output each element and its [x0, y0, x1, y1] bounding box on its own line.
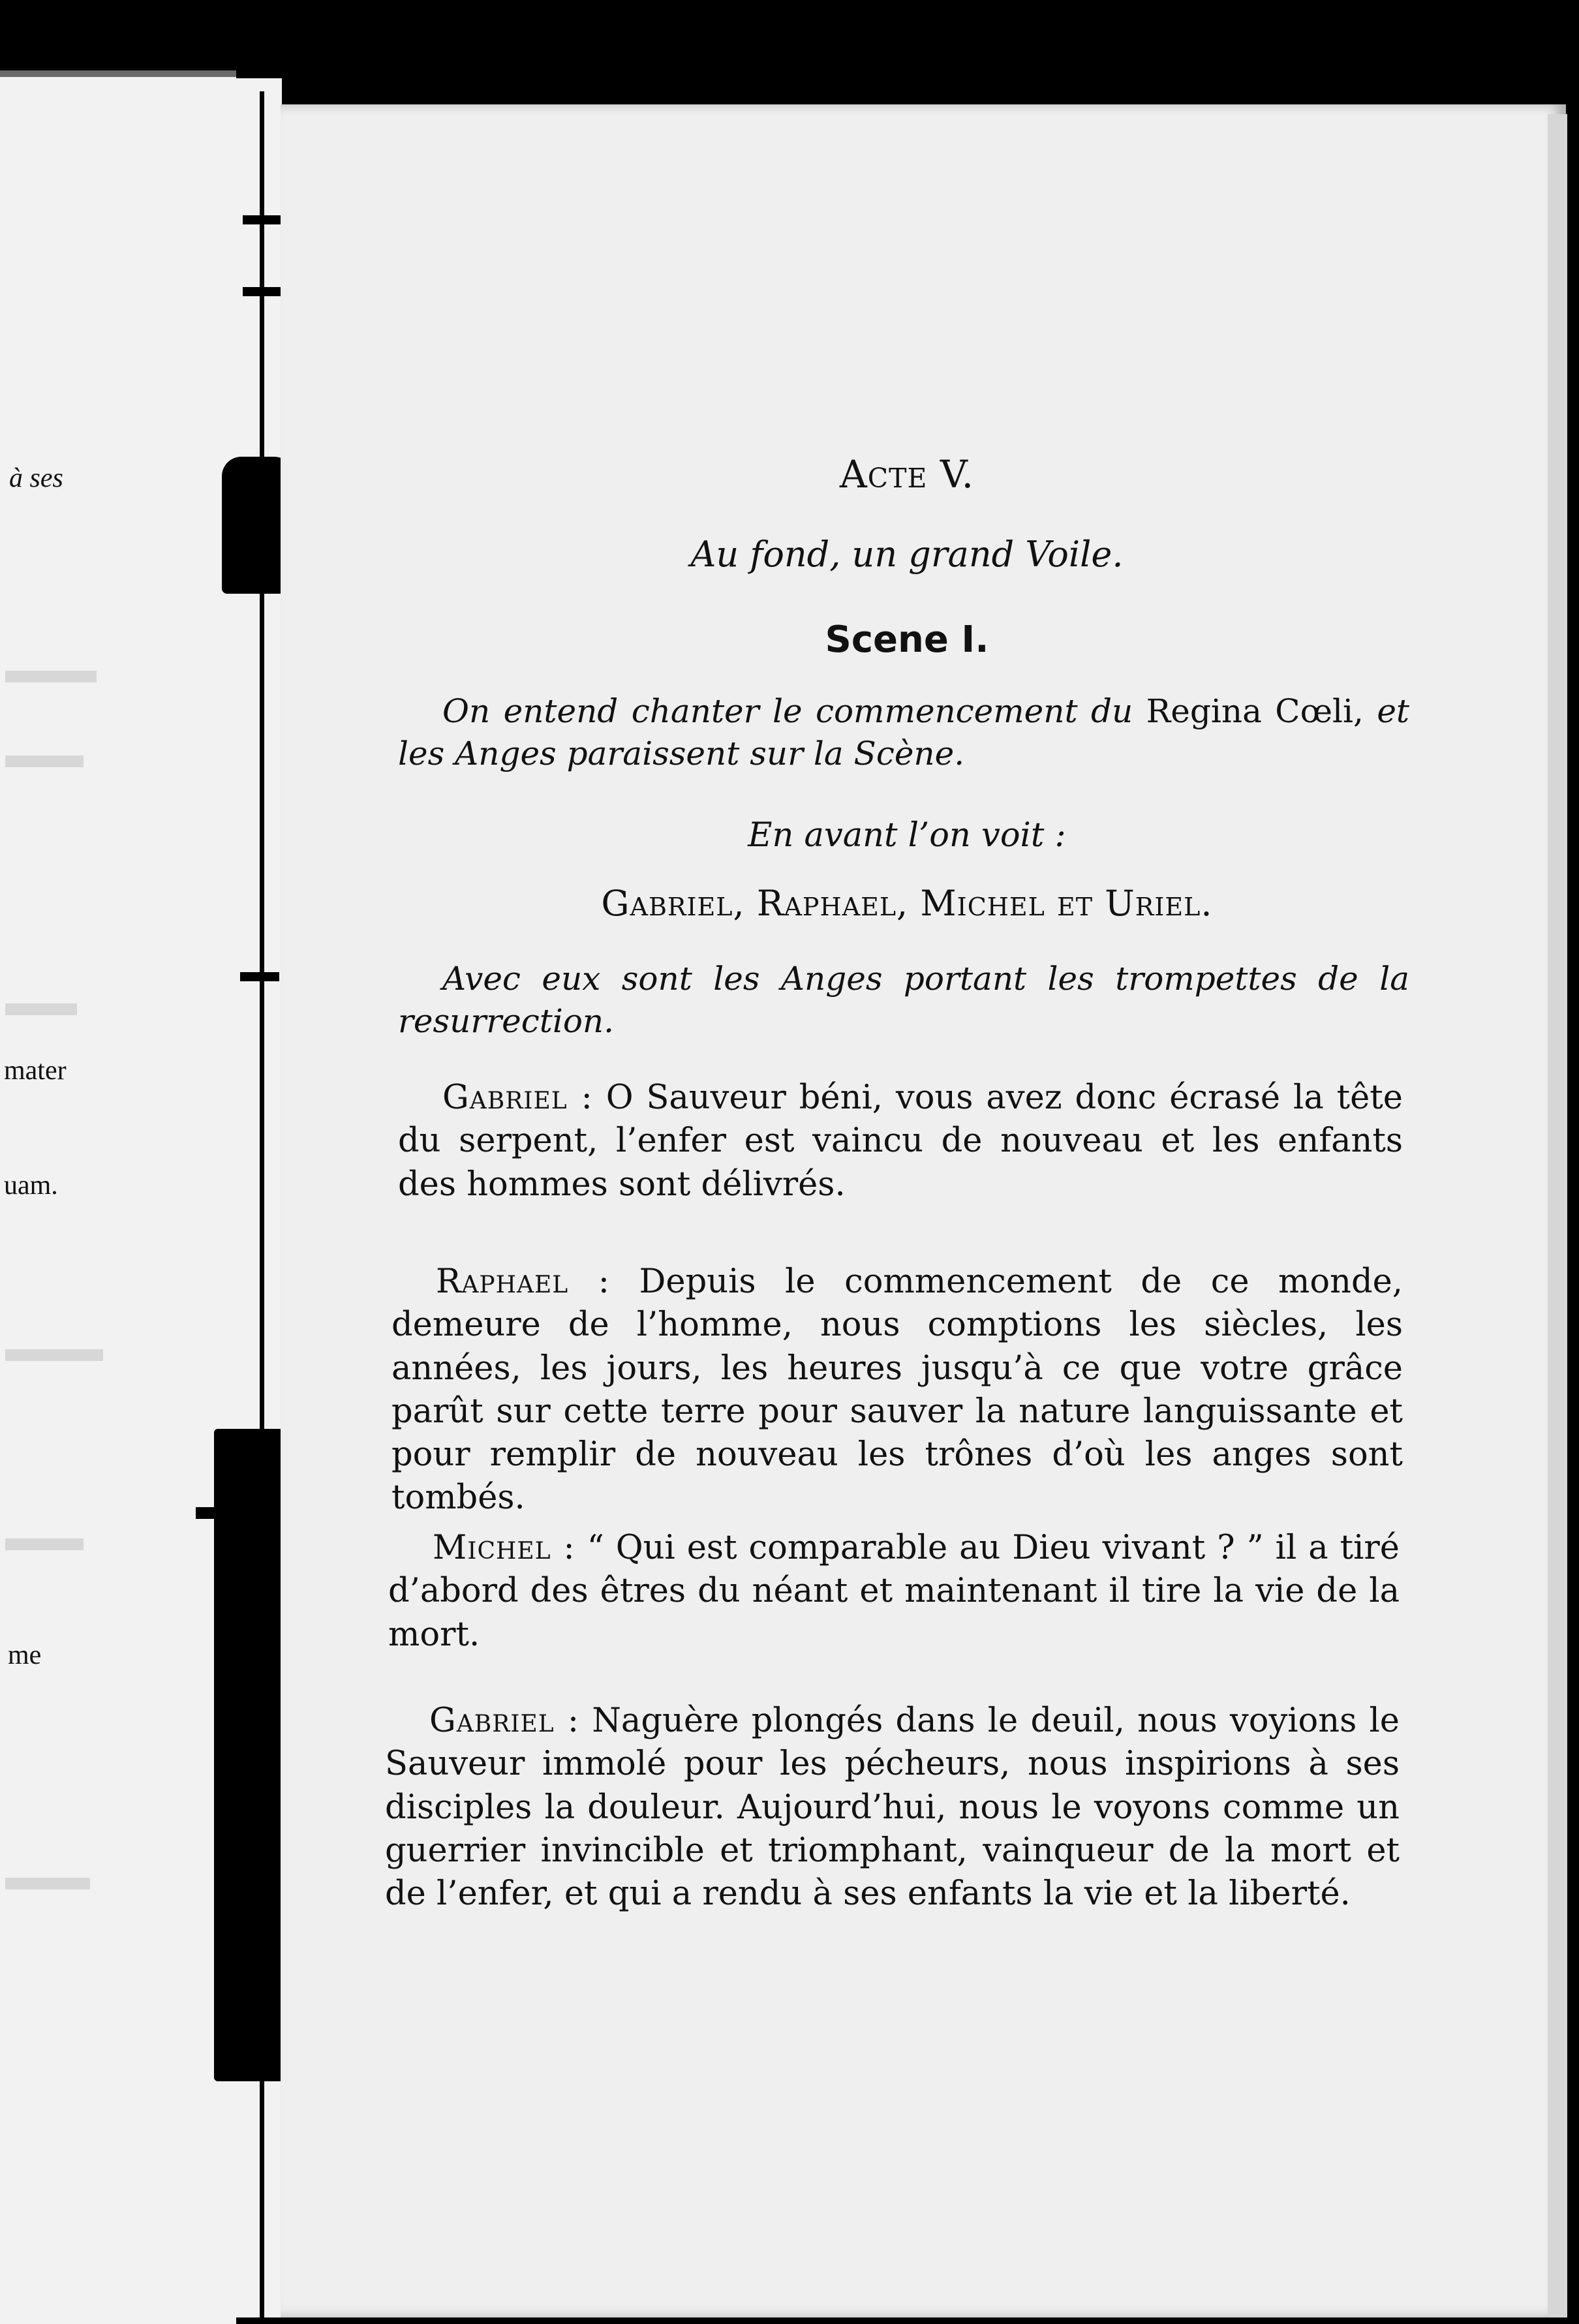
stage-direction-text: On entend chanter le commencement du	[442, 692, 1133, 730]
binding-mark	[243, 287, 282, 296]
stage-direction: Avec eux sont les Anges portant les trompettes de la resurrection.	[398, 960, 1409, 1040]
left-fragment-text: uam.	[4, 1170, 58, 1200]
character-list: Gabriel, Raphael, Michel et Uriel.	[601, 883, 1213, 924]
binding-mark	[240, 972, 279, 981]
speaker-name: Raphael :	[436, 1262, 610, 1301]
speaker-name: Gabriel :	[429, 1702, 580, 1740]
speaker-name: Gabriel :	[442, 1078, 593, 1117]
book-page	[281, 104, 1566, 2317]
faint-text-line	[5, 1538, 84, 1550]
page-edge	[1548, 114, 1567, 2317]
dialogue-speech	[398, 1077, 1403, 1206]
speech-text: Depuis le commencement de ce monde, demeure de l’homme, nous comptions les siècles, les années, les jours, les heures jusqu’à ce que votre grâce parût sur cette terre pour sauver la nature languissante et pour remplir de nouveau les trônes d’où les anges sont tombés.	[391, 1262, 1403, 1518]
dialogue-speech	[391, 1261, 1403, 1520]
speech-text: “ Qui est comparable au Dieu vivant ? ” il a tiré d’abord des êtres du néant et maintenant il tire la vie de la mort.	[388, 1529, 1400, 1654]
scene-title: Scene I.	[825, 619, 989, 661]
speech-text: O Sauveur béni, vous avez donc écrasé la tête du serpent, l’enfer est vaincu de nouveau et les enfants des hommes sont délivrés.	[398, 1078, 1403, 1204]
faint-text-line	[5, 1349, 103, 1361]
stage-direction: En avant l’on voit :	[748, 816, 1066, 855]
left-fragment-text: mater	[4, 1056, 67, 1086]
hymn-title: Regina Cœli,	[1146, 692, 1364, 730]
binding-mark	[215, 2049, 287, 2060]
stage-direction	[398, 690, 1409, 775]
left-fragment-text: à ses	[9, 463, 63, 493]
faint-text-line	[5, 1003, 77, 1015]
faint-text-line	[5, 756, 84, 767]
stage-direction-text: et les Anges paraissent sur la Scène.	[398, 692, 1410, 772]
dialogue-speech	[388, 1527, 1400, 1657]
faint-text-line	[5, 671, 97, 682]
speaker-name: Michel :	[433, 1529, 575, 1567]
act-title: Acte V.	[839, 452, 975, 497]
left-fragment-text: me	[8, 1640, 42, 1670]
faint-text-line	[5, 1878, 90, 1889]
dialogue-speech	[385, 1700, 1400, 1916]
speech-text: Naguère plongés dans le deuil, nous voyions le Sauveur immolé pour les pécheurs, nous inspirions à ses disciples la douleur. Aujourd’hui, nous le voyons comme un guerrier invincible et triomphant, vainqueur de la mort et de l’enfer, et qui a rendu à ses enfants la vie et la liberté.	[385, 1702, 1400, 1914]
stage-setting: Au fond, un grand Voile.	[690, 534, 1124, 575]
binding-mark	[243, 215, 282, 224]
